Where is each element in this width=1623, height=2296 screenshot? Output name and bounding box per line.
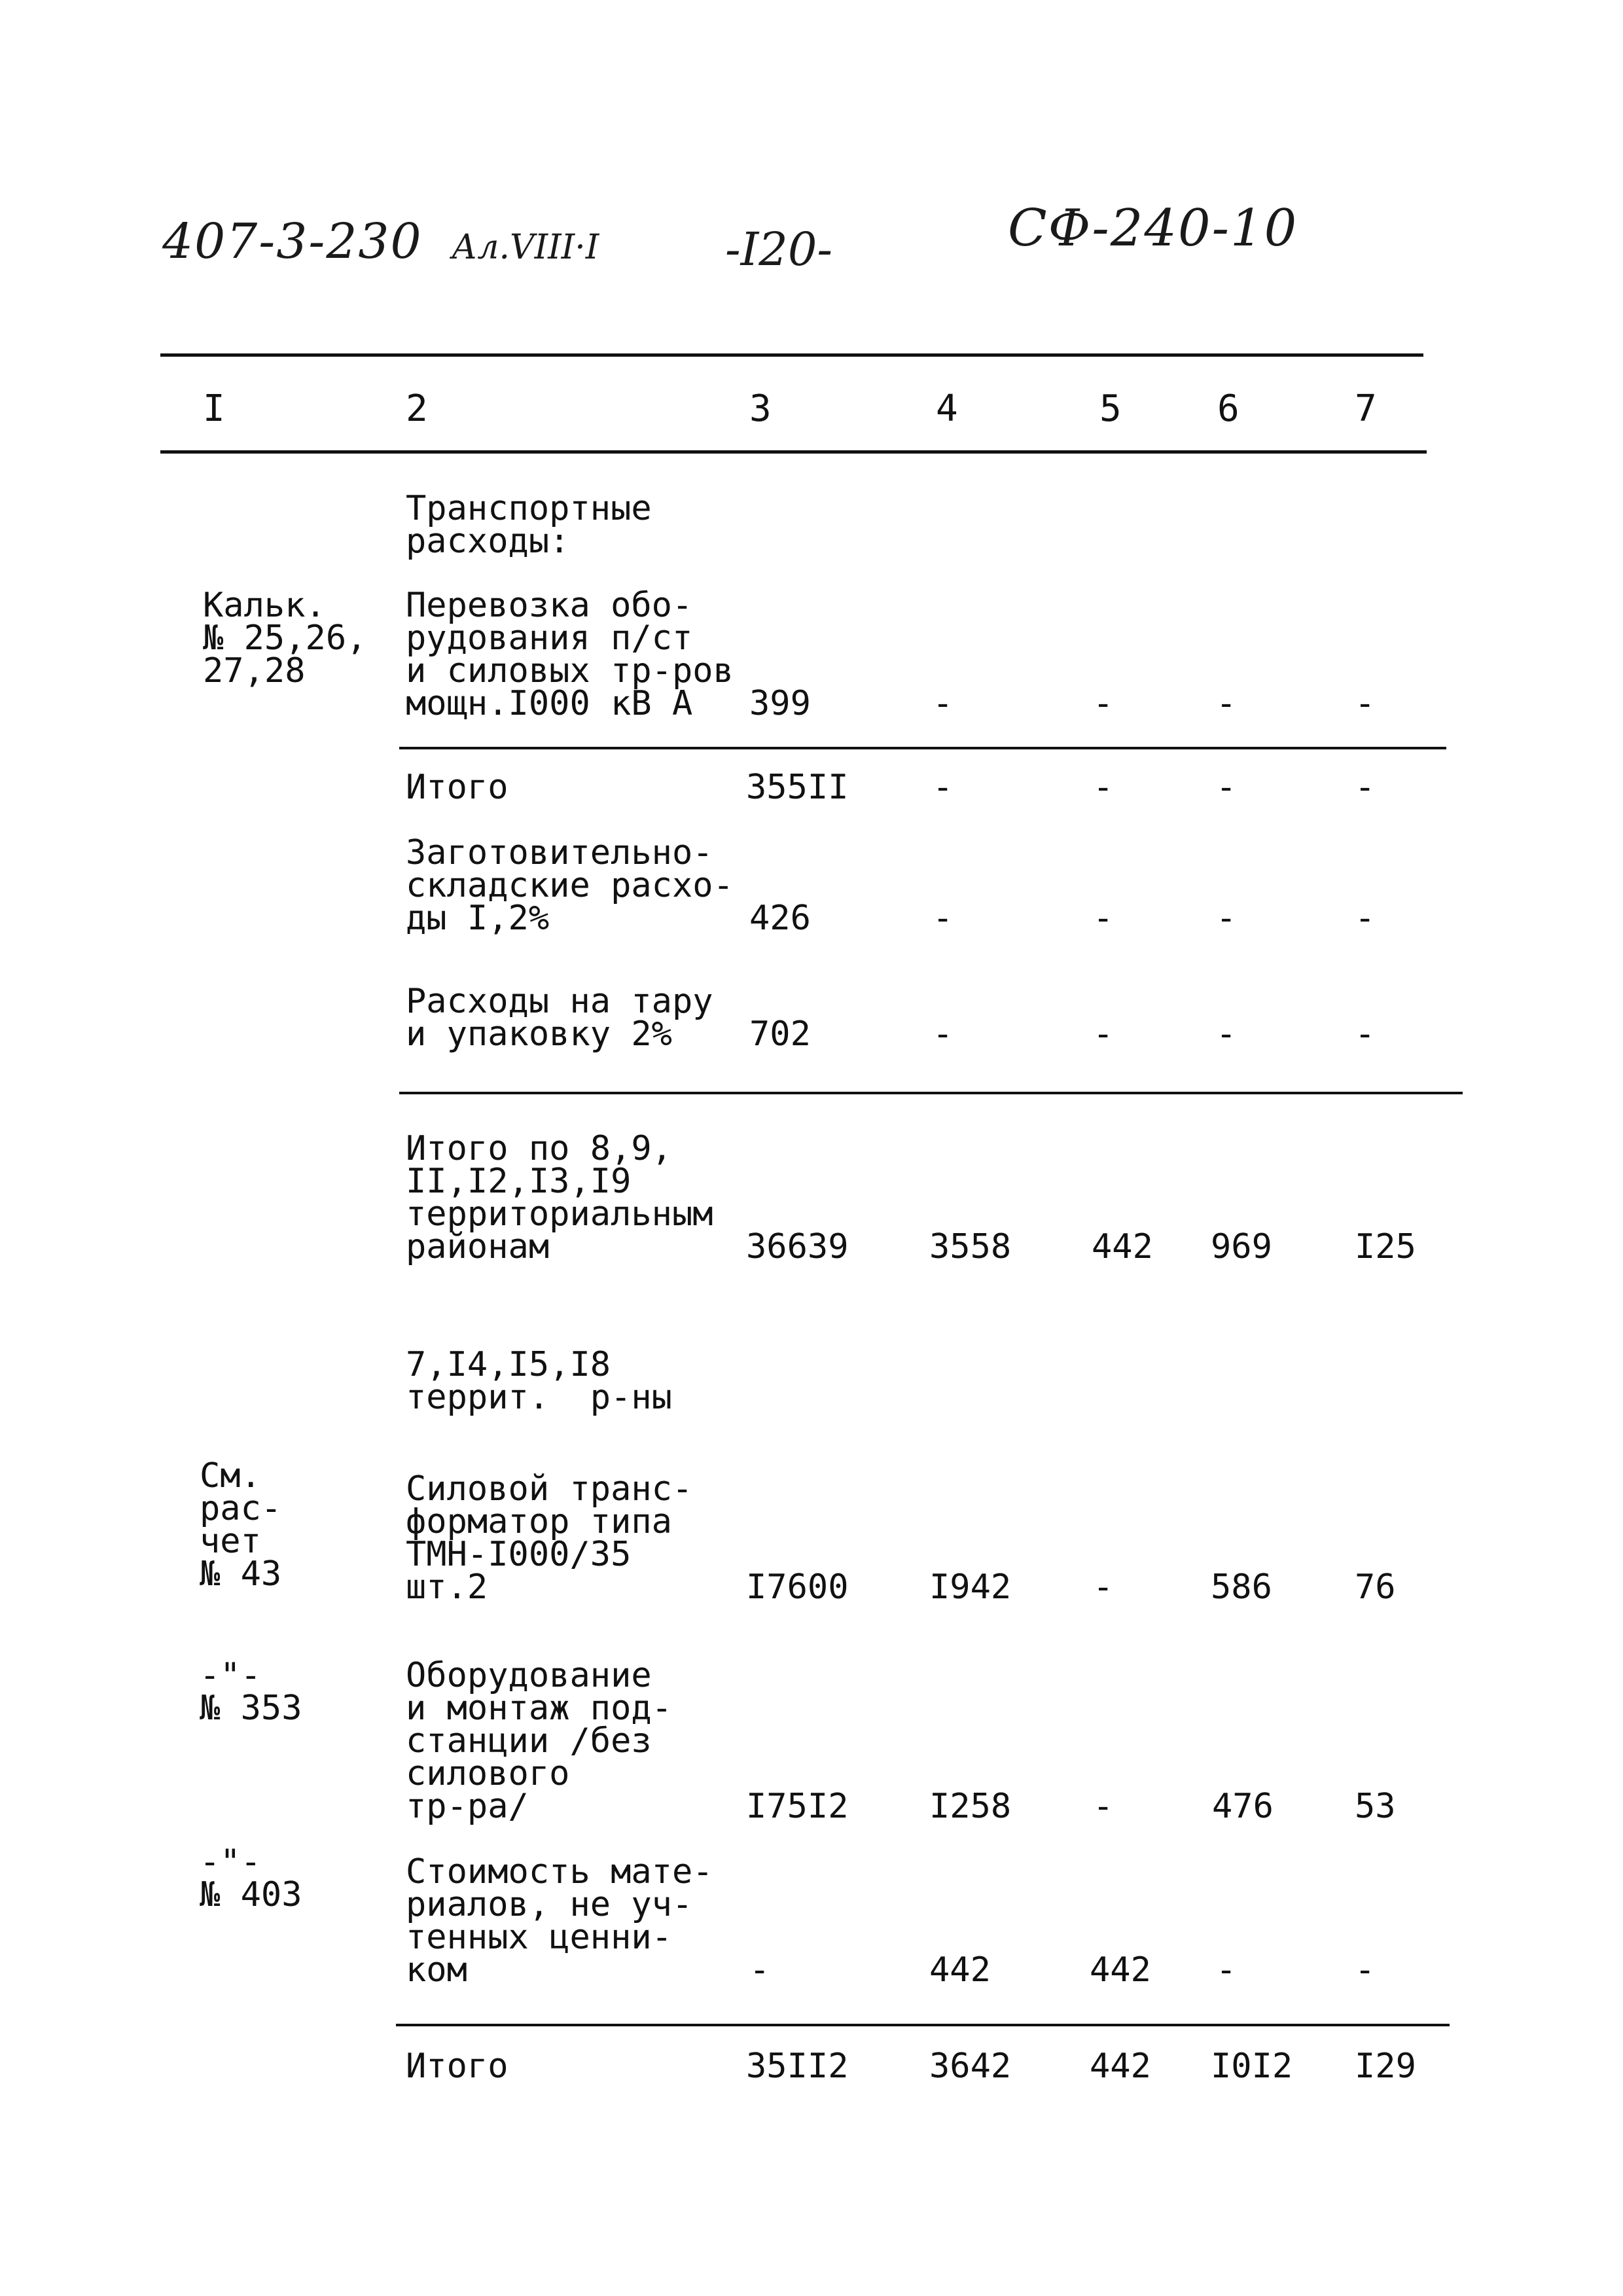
row-4-col3: 426 <box>749 899 811 938</box>
row-8-col4: I942 <box>929 1568 1012 1607</box>
row-2-reference: Кальк. № 25,26, 27,28 <box>203 586 367 691</box>
row-8-col6: 586 <box>1211 1568 1272 1607</box>
column-header-5: 5 <box>1099 387 1122 430</box>
row-9-description: Оборудование и монтаж под- станции /без силового тр-ра/ <box>406 1656 672 1826</box>
row-10-col5: 442 <box>1090 1950 1151 1990</box>
row-2-col5: - <box>1093 684 1114 723</box>
header-bottom-rule <box>160 450 1427 454</box>
row-4-col6: - <box>1216 899 1237 938</box>
row-11-description: Итого <box>406 2047 508 2086</box>
column-header-4: 4 <box>936 387 958 430</box>
row-9-col6: 476 <box>1212 1787 1274 1826</box>
column-header-6: 6 <box>1217 387 1240 430</box>
row-9-col7: 53 <box>1355 1787 1396 1826</box>
row-5-col7: - <box>1355 1014 1376 1054</box>
row-9-col4: I258 <box>929 1787 1012 1826</box>
row-8-description: Силовой транс- форматор типа ТМН-I000/35 шт.2 <box>406 1469 693 1607</box>
sheet-reference: Ал.VIII·I <box>452 228 599 267</box>
row-10-reference: -"- № 403 <box>200 1842 302 1914</box>
row-3-col7: - <box>1355 768 1376 807</box>
row-2-col3: 399 <box>749 684 811 723</box>
row-11-col6: I0I2 <box>1211 2047 1293 2086</box>
row-10-col4: 442 <box>929 1950 991 1990</box>
subtotal-rule-2 <box>399 1092 1463 1094</box>
column-header-1: I <box>203 387 225 430</box>
table-top-rule <box>160 353 1423 357</box>
row-8-reference: См. рас- чет № 43 <box>200 1456 282 1594</box>
row-6-description: Итого по 8,9, II,I2,I3,I9 территориальным районам <box>406 1129 713 1266</box>
document-code: 407-3-230 <box>162 213 423 270</box>
row-7-description: 7,I4,I5,I8 террит. р-ны <box>406 1345 672 1417</box>
row-8-col3: I7600 <box>746 1568 849 1607</box>
row-5-col4: - <box>933 1014 954 1054</box>
row-6-col5: 442 <box>1092 1227 1153 1266</box>
column-header-2: 2 <box>406 387 428 430</box>
row-6-col6: 969 <box>1211 1227 1272 1266</box>
total-rule <box>396 2024 1450 2026</box>
row-5-col5: - <box>1093 1014 1114 1054</box>
row-3-col3: 355II <box>746 768 849 807</box>
row-4-col7: - <box>1355 899 1376 938</box>
row-2-col6: - <box>1216 684 1237 723</box>
row-1-description: Транспортные расходы: <box>406 489 652 561</box>
row-4-col4: - <box>933 899 954 938</box>
row-11-col5: 442 <box>1090 2047 1151 2086</box>
row-8-col7: 76 <box>1355 1568 1396 1607</box>
row-11-col4: 3642 <box>929 2047 1012 2086</box>
row-11-col3: 35II2 <box>746 2047 849 2086</box>
row-11-col7: I29 <box>1355 2047 1416 2086</box>
row-10-description: Стоимость мате- риалов, не уч- тенных ценни- ком <box>406 1852 713 1990</box>
row-6-col4: 3558 <box>929 1227 1012 1266</box>
row-4-col5: - <box>1093 899 1114 938</box>
page-number: -I20- <box>725 223 833 276</box>
row-2-description: Перевозка обо- рудования п/ст и силовых тр-ров мощн.I000 кВ А <box>406 586 734 723</box>
row-9-reference: -"- № 353 <box>200 1656 302 1728</box>
row-10-col3: - <box>749 1950 770 1990</box>
row-9-col5: - <box>1093 1787 1114 1826</box>
row-3-col6: - <box>1216 768 1237 807</box>
row-3-col5: - <box>1093 768 1114 807</box>
column-header-3: 3 <box>749 387 772 430</box>
row-10-col6: - <box>1216 1950 1237 1990</box>
row-5-description: Расходы на тару и упаковку 2% <box>406 982 713 1054</box>
row-10-col7: - <box>1355 1950 1376 1990</box>
row-3-col4: - <box>933 768 954 807</box>
row-6-col7: I25 <box>1355 1227 1416 1266</box>
series-code: СФ-240-10 <box>1008 199 1298 258</box>
column-header-7: 7 <box>1355 387 1377 430</box>
row-6-col3: 36639 <box>746 1227 849 1266</box>
row-5-col3: 702 <box>749 1014 811 1054</box>
row-2-col4: - <box>933 684 954 723</box>
row-8-col5: - <box>1093 1568 1114 1607</box>
row-4-description: Заготовительно- складские расхо- ды I,2% <box>406 833 734 938</box>
row-5-col6: - <box>1216 1014 1237 1054</box>
row-3-description: Итого <box>406 768 508 807</box>
row-9-col3: I75I2 <box>746 1787 849 1826</box>
row-2-col7: - <box>1355 684 1376 723</box>
subtotal-rule-1 <box>399 747 1446 749</box>
